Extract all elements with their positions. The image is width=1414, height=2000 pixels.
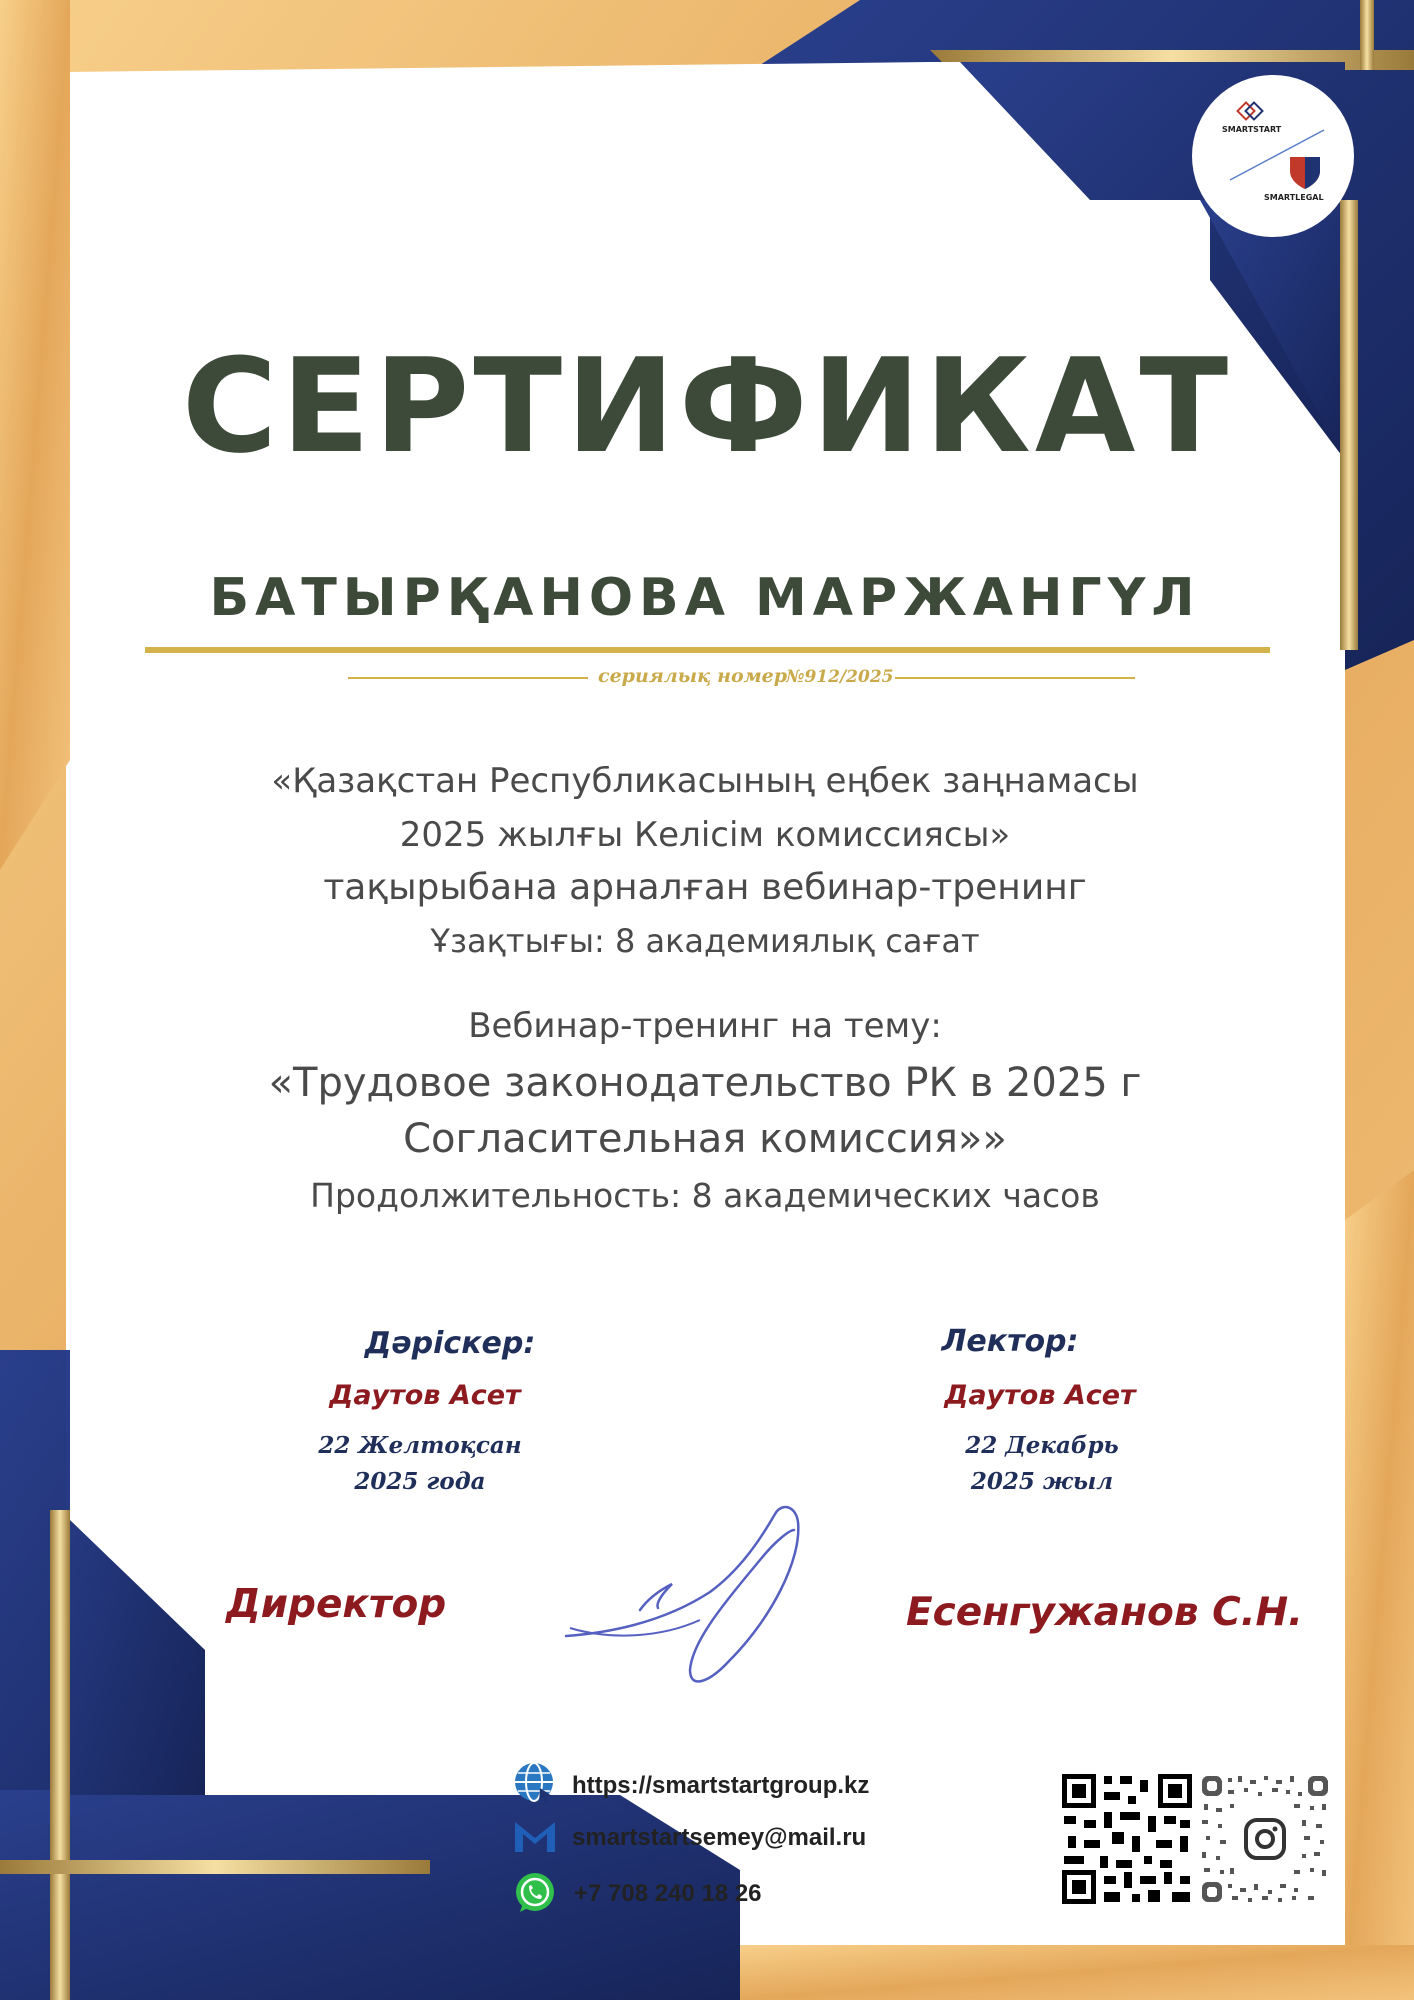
email-link[interactable]: smartstartsemey@mail.ru xyxy=(572,1824,867,1851)
serial-label: сериялық номер xyxy=(598,665,788,687)
lecturer-name-ru: Даутов Асет xyxy=(944,1380,1136,1411)
russian-line-1: Вебинар-тренинг на тему: xyxy=(468,1006,942,1046)
phone-number[interactable]: +7 708 240 18 26 xyxy=(574,1880,762,1907)
kazakh-line-4: Ұзақтығы: 8 академиялық сағат xyxy=(430,922,980,960)
globe-icon xyxy=(512,1760,558,1806)
instagram-icon xyxy=(1244,1818,1286,1860)
recipient-underline xyxy=(145,647,1270,653)
russian-line-4: Продолжительность: 8 академических часов xyxy=(310,1176,1100,1215)
certificate-title: СЕРТИФИКАТ xyxy=(181,330,1233,482)
qr-code-instagram[interactable] xyxy=(1198,1772,1332,1906)
qr-code-website[interactable] xyxy=(1060,1772,1194,1906)
lecturer-role-ru: Лектор: xyxy=(941,1324,1079,1359)
serial-number: №912/2025 xyxy=(786,667,894,687)
company-logo xyxy=(1192,75,1354,237)
date-kz-line-2: 2025 года xyxy=(354,1468,486,1495)
date-ru-line-1: 22 Декабрь xyxy=(965,1432,1119,1459)
mail-icon xyxy=(512,1818,558,1854)
director-name: Есенгужанов С.Н. xyxy=(906,1590,1303,1635)
signature-icon xyxy=(560,1500,830,1700)
whatsapp-icon xyxy=(512,1870,558,1916)
director-title: Директор xyxy=(226,1582,447,1627)
kazakh-line-3: тақырыбана арналған вебинар-тренинг xyxy=(323,867,1087,908)
russian-line-2: «Трудовое законодательство РК в 2025 г xyxy=(268,1060,1142,1106)
logo-text-top: SMARTSTART xyxy=(1222,125,1282,134)
russian-line-3: Согласительная комиссия»» xyxy=(403,1116,1007,1162)
date-kz-line-1: 22 Желтоқсан xyxy=(318,1432,522,1459)
lecturer-name-kz: Даутов Асет xyxy=(329,1380,521,1411)
recipient-name: БАТЫРҚАНОВА МАРЖАНГҮЛ xyxy=(209,568,1201,628)
serial-rule-right xyxy=(895,677,1135,679)
serial-rule-left xyxy=(348,677,588,679)
date-ru-line-2: 2025 жыл xyxy=(970,1468,1114,1495)
kazakh-line-2: 2025 жылғы Келісім комиссиясы» xyxy=(399,815,1011,855)
logo-mark-icon xyxy=(1192,75,1354,237)
kazakh-line-1: «Қазақстан Республикасының еңбек заңнамасы xyxy=(271,761,1139,801)
logo-text-bottom: SMARTLEGAL xyxy=(1264,193,1324,202)
lecturer-role-kz: Дәріскер: xyxy=(364,1326,536,1361)
website-link[interactable]: https://smartstartgroup.kz xyxy=(572,1772,870,1799)
